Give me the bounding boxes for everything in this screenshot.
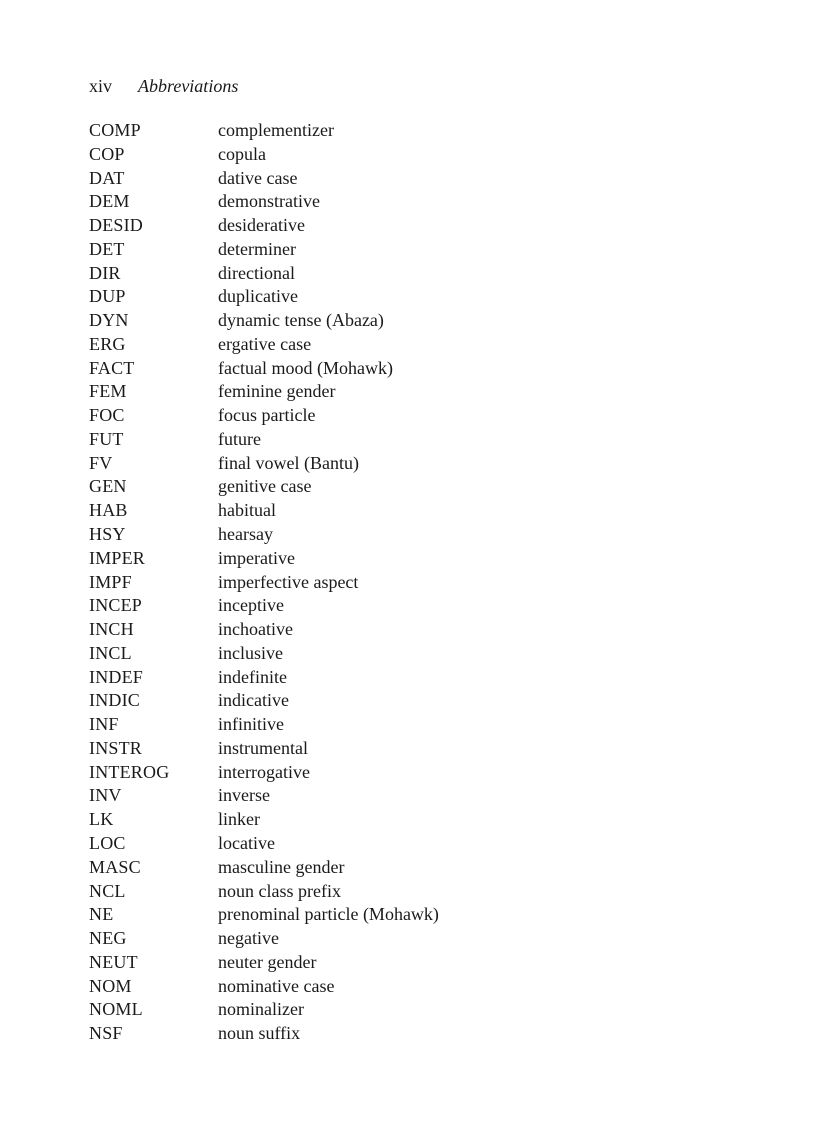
abbreviation-definition: final vowel (Bantu) [218,452,359,473]
abbreviation-definition: desiderative [218,215,305,236]
abbreviation-definition: directional [218,262,295,283]
abbreviation-term: DESID [89,215,143,236]
abbreviation-definition: genitive case [218,476,312,497]
abbreviation-term: INF [89,714,119,735]
abbreviation-term: MASC [89,856,141,877]
abbreviation-row [89,190,439,214]
abbreviation-term: COMP [89,120,141,140]
abbreviation-row [89,666,439,690]
abbreviation-row [89,167,439,191]
abbreviation-row [89,832,439,856]
abbreviation-row [89,357,439,381]
abbreviation-definition: ergative case [218,333,312,354]
abbreviation-definition: noun suffix [218,1023,301,1044]
abbreviation-definition: focus particle [218,405,316,426]
abbreviation-term: NOML [89,999,143,1020]
abbreviation-definition: indefinite [218,666,287,687]
abbreviation-row [89,880,439,904]
abbreviation-row [89,404,439,428]
abbreviation-term: DUP [89,286,126,307]
abbreviation-row [89,262,439,286]
abbreviation-definition: hearsay [218,524,273,545]
abbreviation-term: INCEP [89,595,143,616]
abbreviation-definition: masculine gender [218,856,345,877]
abbreviation-row [89,571,439,595]
abbreviation-definition: neuter gender [218,951,317,972]
abbreviation-definition: inverse [218,785,270,806]
abbreviation-term: INDEF [89,666,143,687]
abbreviation-definition: dynamic tense (Abaza) [218,310,384,331]
abbreviation-term: COP [89,143,125,164]
abbreviation-definition: indicative [218,690,289,711]
abbreviation-row [89,689,439,713]
section-title: Abbreviations [138,76,239,96]
abbreviation-term: FOC [89,405,125,426]
abbreviation-definition: copula [218,143,266,164]
abbreviation-row [89,143,439,167]
abbreviation-row [89,238,439,262]
abbreviation-definition: imperfective aspect [218,571,359,592]
abbreviation-definition: dative case [218,167,298,188]
abbreviation-definition: demonstrative [218,191,320,212]
abbreviation-term: NOM [89,975,132,996]
abbreviation-row [89,642,439,666]
abbreviation-row [89,903,439,927]
abbreviation-term: LOC [89,832,126,853]
abbreviation-definition: interrogative [218,761,310,782]
abbreviation-row [89,380,439,404]
abbreviation-term: HAB [89,500,128,521]
abbreviation-row [89,618,439,642]
abbreviation-term: IMPF [89,571,132,592]
abbreviation-row [89,998,439,1022]
abbreviation-row [89,452,439,476]
abbreviation-definition: noun class prefix [218,880,341,901]
abbreviation-definition: linker [218,809,260,830]
abbreviation-definition: inclusive [218,642,283,663]
abbreviation-term: LK [89,809,114,830]
page-number: xiv [89,76,113,96]
abbreviation-term: NEG [89,928,127,949]
abbreviation-row [89,285,439,309]
abbreviation-term: NE [89,904,114,925]
abbreviation-term: GEN [89,476,127,497]
abbreviation-definition: duplicative [218,286,298,307]
abbreviation-definition: negative [218,928,279,949]
abbreviation-definition: instrumental [218,737,308,758]
abbreviation-definition: imperative [218,547,295,568]
abbreviation-term: ERG [89,333,126,354]
abbreviation-row [89,523,439,547]
abbreviation-definition: locative [218,832,275,853]
abbreviation-definition: nominative case [218,975,335,996]
abbreviation-definition: feminine gender [218,381,336,402]
abbreviation-row [89,856,439,880]
abbreviation-row [89,713,439,737]
abbreviation-row [89,499,439,523]
abbreviation-row [89,594,439,618]
abbreviation-row [89,1022,439,1046]
abbreviation-term: DIR [89,262,121,283]
abbreviation-row [89,808,439,832]
abbreviation-term: DET [89,238,125,259]
abbreviation-definition: future [218,428,261,449]
abbreviation-term: HSY [89,524,126,545]
abbreviation-term: INTEROG [89,761,170,782]
abbreviation-row [89,975,439,999]
abbreviation-term: DEM [89,191,130,212]
abbreviation-list [89,119,439,1046]
abbreviation-term: NCL [89,880,126,901]
abbreviation-definition: inchoative [218,619,293,640]
abbreviation-term: INDIC [89,690,140,711]
abbreviation-term: IMPER [89,547,146,568]
abbreviation-definition: infinitive [218,714,284,735]
abbreviation-row [89,475,439,499]
abbreviation-term: FACT [89,357,135,378]
abbreviation-row [89,428,439,452]
abbreviation-row [89,547,439,571]
abbreviation-row [89,761,439,785]
abbreviation-row [89,214,439,238]
abbreviation-row [89,309,439,333]
abbreviation-term: FV [89,452,113,473]
abbreviation-definition: determiner [218,238,296,259]
abbreviation-row [89,927,439,951]
abbreviation-term: FEM [89,381,127,402]
running-head [89,74,238,98]
abbreviation-definition: complementizer [218,120,334,140]
abbreviation-term: FUT [89,428,124,449]
abbreviation-term: INCL [89,642,132,663]
abbreviation-row [89,784,439,808]
abbreviation-definition: nominalizer [218,999,304,1020]
abbreviation-definition: prenominal particle (Mohawk) [218,904,439,925]
abbreviation-term: INV [89,785,122,806]
abbreviation-row [89,119,439,143]
abbreviation-row [89,951,439,975]
abbreviation-definition: factual mood (Mohawk) [218,357,393,378]
abbreviation-term: DAT [89,167,125,188]
abbreviation-term: INCH [89,619,134,640]
abbreviation-term: DYN [89,310,129,331]
abbreviation-term: NEUT [89,951,138,972]
abbreviation-row [89,333,439,357]
abbreviation-definition: inceptive [218,595,284,616]
abbreviation-term: INSTR [89,737,143,758]
abbreviation-term: NSF [89,1023,123,1044]
abbreviation-row [89,737,439,761]
abbreviation-definition: habitual [218,500,276,521]
